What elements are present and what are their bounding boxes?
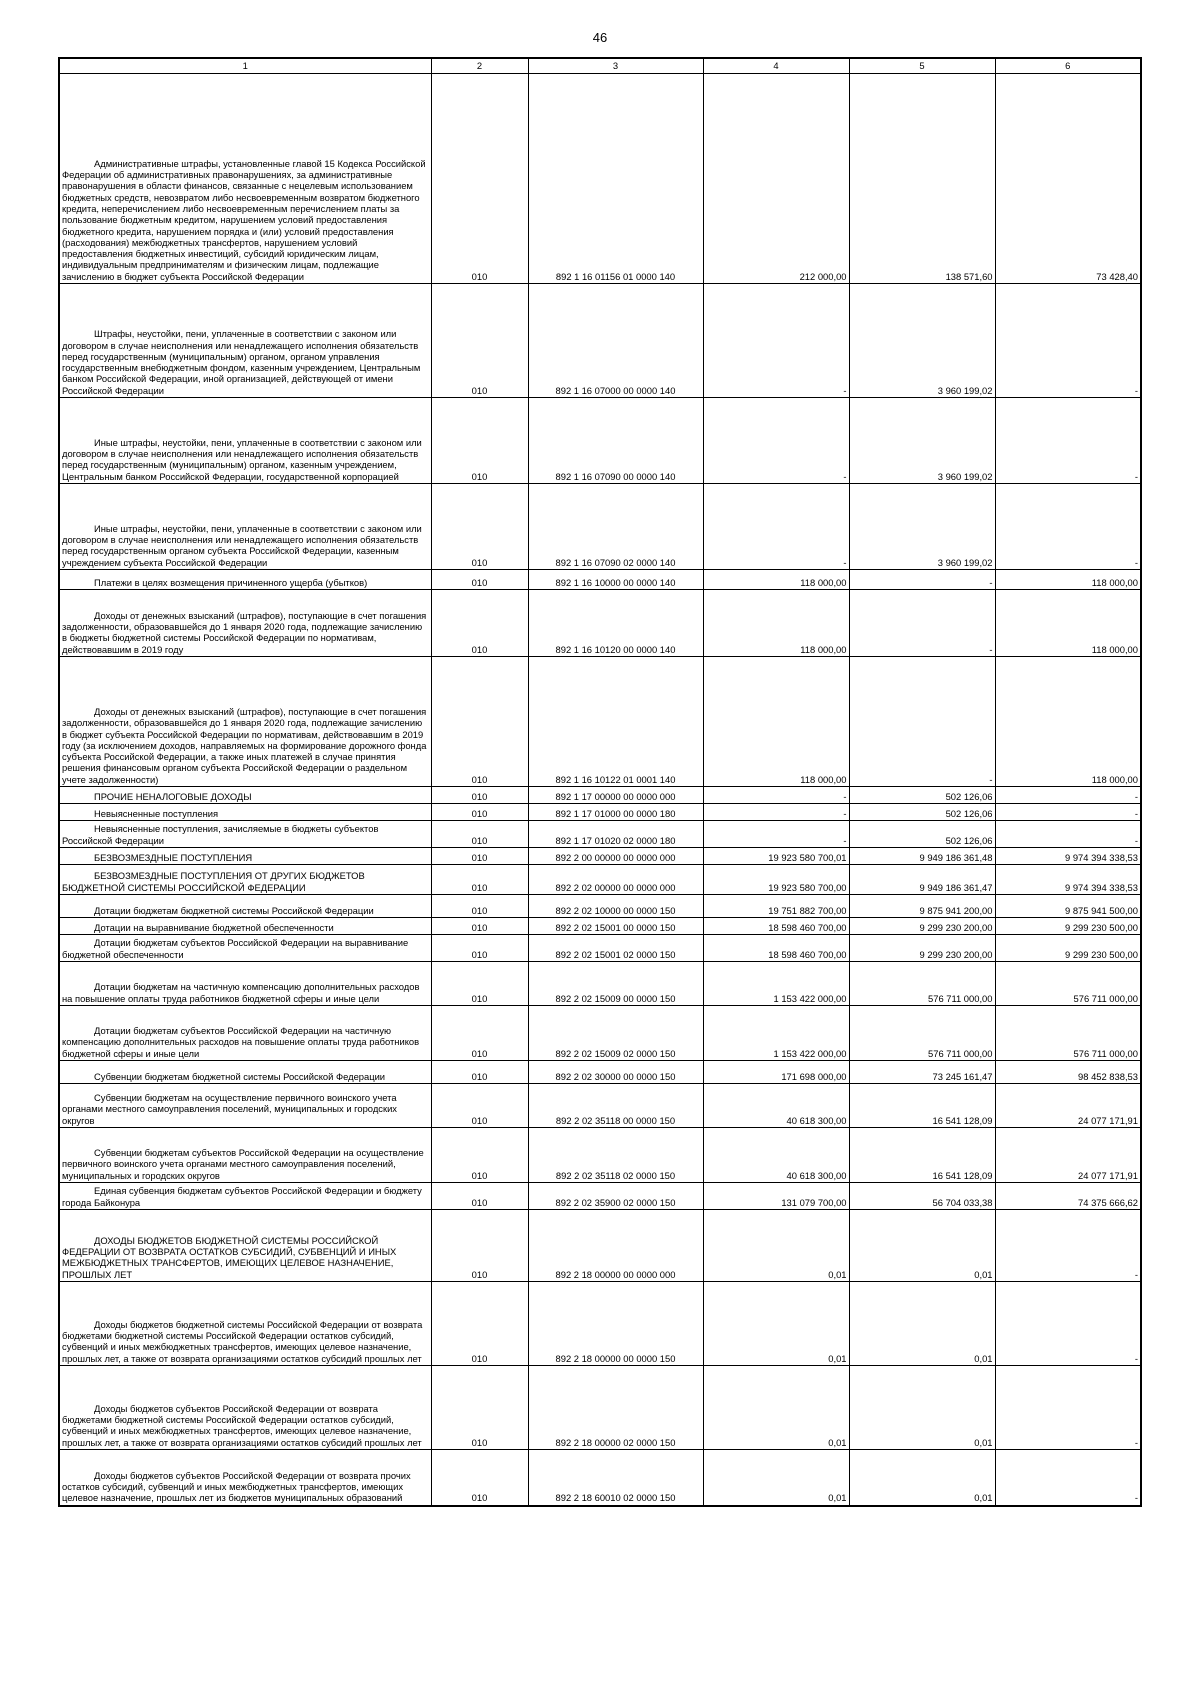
page-number: 46 (592, 30, 608, 45)
row-approved-cell: - (703, 484, 849, 570)
row-name-text: Дотации на выравнивание бюджетной обеспеченности (94, 921, 334, 933)
row-executed-cell: 9 949 186 361,48 (849, 848, 995, 865)
row-name-text: Иные штрафы, неустойки, пени, уплаченные в соответствии с законом или договором в случае неисполнения или ненадлежащего исполнения обязательств перед государственным органом субъекта Российской Федерации, казенным учреждением субъекта Российской Федерации (62, 522, 422, 568)
row-name-text: Административные штрафы, установленные главой 15 Кодекса Российской Федерации об административных правонарушениях, за административные правонарушения в области финансов, связанные с нецелевым использованием бюджетных средств, невозвратом либо несвоевременным возвратом бюджетного кредита, неперечислением либо несвоевременным перечислением платы за пользование бюджетным кредитом, нарушением условий предоставления бюджетного кредита, нарушением порядка и (или) условий предоставления (расходования) межбюджетных трансфертов, нарушением условий предоставления бюджетных инвестиций, субсидий юридическим лицам, индивидуальным предпринимателям и физическим лицам, подлежащие зачислению в бюджет субъекта Российской Федерации (62, 157, 426, 282)
row-remaining-cell: - (995, 804, 1141, 821)
row-name-text: Иные штрафы, неустойки, пени, уплаченные в соответствии с законом или договором в случае неисполнения или ненадлежащего исполнения обязательств перед государственным (муниципальным) органом, казенным учреждением, Центральным банком Российской Федерации, государственной корпорацией (62, 436, 422, 482)
row-budget-code-cell: 892 1 16 10120 00 0000 140 (528, 590, 703, 657)
row-budget-code-cell: 892 2 02 15001 02 0000 150 (528, 935, 703, 962)
table-row (59, 1084, 1141, 1128)
row-name-text: Дотации бюджетам субъектов Российской Федерации на выравнивание бюджетной обеспеченности (62, 937, 409, 960)
row-remaining-cell: - (995, 284, 1141, 398)
row-budget-code-cell: 892 2 02 35118 02 0000 150 (528, 1128, 703, 1183)
table-row (59, 865, 1141, 895)
row-name-cell (59, 1084, 431, 1128)
row-budget-code-cell: 892 1 17 01020 02 0000 180 (528, 821, 703, 848)
row-approved-cell: 19 751 882 700,00 (703, 895, 849, 918)
row-executed-cell: 16 541 128,09 (849, 1128, 995, 1183)
row-name-cell (59, 848, 431, 865)
table-row (59, 821, 1141, 848)
row-name-text: Доходы от денежных взысканий (штрафов), поступающие в счет погашения задолженности, образовавшейся до 1 января 2020 года, подлежащие зачислению в бюджет субъекта Российской Федерации по нормативам, действовавшим в 2019 году (за исключением доходов, направляемых на формирование дорожного фонда субъекта Российской Федерации, а также иных платежей в случае принятия решения финансовым органом субъекта Российской Федерации о раздельном учете задолженности) (62, 706, 427, 785)
row-budget-code-cell: 892 2 02 35900 02 0000 150 (528, 1183, 703, 1210)
row-approved-cell: 0,01 (703, 1210, 849, 1282)
row-name-cell (59, 398, 431, 484)
row-name-text: Невыясненные поступления (94, 807, 219, 819)
row-name-text: Платежи в целях возмещения причиненного ущерба (убытков) (94, 576, 368, 588)
row-line-code-cell: 010 (431, 918, 528, 935)
row-name-text: Субвенции бюджетам субъектов Российской Федерации на осуществление первичного воинского учета органами местного самоуправления поселений, муниципальных и городских округов (62, 1147, 424, 1181)
row-executed-cell: 16 541 128,09 (849, 1084, 995, 1128)
row-name-text: ПРОЧИЕ НЕНАЛОГОВЫЕ ДОХОДЫ (94, 790, 252, 802)
row-budget-code-cell: 892 1 16 10122 01 0001 140 (528, 657, 703, 787)
row-name-text: ДОХОДЫ БЮДЖЕТОВ БЮДЖЕТНОЙ СИСТЕМЫ РОССИЙСКОЙ ФЕДЕРАЦИИ ОТ ВОЗВРАТА ОСТАТКОВ СУБСИДИЙ, СУБВЕНЦИЙ И ИНЫХ МЕЖБЮДЖЕТНЫХ ТРАНСФЕРТОВ, ИМЕЮЩИХ ЦЕЛЕВОЕ НАЗНАЧЕНИЕ, ПРОШЛЫХ ЛЕТ (62, 1234, 397, 1280)
row-executed-cell: - (849, 657, 995, 787)
row-name-text: Дотации бюджетам субъектов Российской Федерации на частичную компенсацию дополнительных расходов на повышение оплаты труда работников бюджетной сферы и иные цели (62, 1025, 420, 1059)
row-remaining-cell: 118 000,00 (995, 657, 1141, 787)
row-executed-cell: 0,01 (849, 1366, 995, 1450)
row-approved-cell: 171 698 000,00 (703, 1061, 849, 1084)
row-line-code-cell: 010 (431, 787, 528, 804)
row-line-code-cell: 010 (431, 935, 528, 962)
row-executed-cell: 138 571,60 (849, 74, 995, 284)
row-remaining-cell: 74 375 666,62 (995, 1183, 1141, 1210)
row-approved-cell: 18 598 460 700,00 (703, 935, 849, 962)
row-remaining-cell: 118 000,00 (995, 570, 1141, 590)
row-budget-code-cell: 892 1 17 01000 00 0000 180 (528, 804, 703, 821)
row-approved-cell: 0,01 (703, 1282, 849, 1366)
row-name-text: Доходы бюджетов субъектов Российской Федерации от возврата бюджетами бюджетной системы Российской Федерации остатков субсидий, субвенций и иных межбюджетных трансфертов, имеющих целевое назначение, прошлых лет, а также от возврата организациями остатков субсидий прошлых лет (62, 1402, 422, 1448)
row-name-cell (59, 787, 431, 804)
row-name-cell (59, 74, 431, 284)
header-col-1: 1 (59, 58, 431, 74)
row-name-cell (59, 1128, 431, 1183)
row-approved-cell: 131 079 700,00 (703, 1183, 849, 1210)
row-remaining-cell: - (995, 1450, 1141, 1506)
row-name-cell (59, 484, 431, 570)
row-approved-cell: 0,01 (703, 1366, 849, 1450)
table-row (59, 284, 1141, 398)
row-line-code-cell: 010 (431, 1210, 528, 1282)
header-col-6: 6 (995, 58, 1141, 74)
row-name-cell (59, 895, 431, 918)
row-remaining-cell: 9 299 230 500,00 (995, 935, 1141, 962)
table-body (59, 74, 1141, 1506)
row-executed-cell: 0,01 (849, 1282, 995, 1366)
row-budget-code-cell: 892 2 02 00000 00 0000 000 (528, 865, 703, 895)
row-name-cell (59, 1450, 431, 1506)
row-approved-cell: 18 598 460 700,00 (703, 918, 849, 935)
row-budget-code-cell: 892 1 16 07000 00 0000 140 (528, 284, 703, 398)
row-budget-code-cell: 892 2 02 10000 00 0000 150 (528, 895, 703, 918)
row-budget-code-cell: 892 2 18 00000 02 0000 150 (528, 1366, 703, 1450)
row-line-code-cell: 010 (431, 804, 528, 821)
row-budget-code-cell: 892 2 00 00000 00 0000 000 (528, 848, 703, 865)
row-remaining-cell: 576 711 000,00 (995, 962, 1141, 1006)
row-line-code-cell: 010 (431, 657, 528, 787)
row-approved-cell: 1 153 422 000,00 (703, 962, 849, 1006)
table-row (59, 1282, 1141, 1366)
row-name-cell (59, 962, 431, 1006)
row-remaining-cell: 576 711 000,00 (995, 1006, 1141, 1061)
row-approved-cell: 40 618 300,00 (703, 1128, 849, 1183)
row-executed-cell: 9 299 230 200,00 (849, 935, 995, 962)
row-remaining-cell: 24 077 171,91 (995, 1084, 1141, 1128)
row-budget-code-cell: 892 2 18 00000 00 0000 150 (528, 1282, 703, 1366)
row-name-text: Дотации бюджетам бюджетной системы Российской Федерации (94, 904, 374, 916)
row-remaining-cell: - (995, 1282, 1141, 1366)
row-line-code-cell: 010 (431, 865, 528, 895)
row-name-cell (59, 284, 431, 398)
row-approved-cell: 19 923 580 700,01 (703, 848, 849, 865)
row-name-text: Субвенции бюджетам бюджетной системы Российской Федерации (94, 1070, 386, 1082)
row-remaining-cell: 9 974 394 338,53 (995, 865, 1141, 895)
row-approved-cell: - (703, 804, 849, 821)
table-row (59, 484, 1141, 570)
row-executed-cell: 576 711 000,00 (849, 962, 995, 1006)
table-row (59, 74, 1141, 284)
row-executed-cell: 576 711 000,00 (849, 1006, 995, 1061)
row-name-text: Дотации бюджетам на частичную компенсацию дополнительных расходов на повышение оплаты труда работников бюджетной сферы и иные цели (62, 981, 420, 1004)
table-row (59, 918, 1141, 935)
table-row (59, 848, 1141, 865)
row-name-text: Субвенции бюджетам на осуществление первичного воинского учета органами местного самоуправления поселений, муниципальных и городских округов (62, 1092, 397, 1126)
row-budget-code-cell: 892 2 18 00000 00 0000 000 (528, 1210, 703, 1282)
row-budget-code-cell: 892 1 16 10000 00 0000 140 (528, 570, 703, 590)
table-header (59, 58, 1141, 74)
row-line-code-cell: 010 (431, 74, 528, 284)
row-budget-code-cell: 892 2 02 35118 00 0000 150 (528, 1084, 703, 1128)
revenue-table (58, 57, 1142, 1507)
row-budget-code-cell: 892 2 02 15009 02 0000 150 (528, 1006, 703, 1061)
row-line-code-cell: 010 (431, 570, 528, 590)
row-executed-cell: 0,01 (849, 1450, 995, 1506)
header-col-2: 2 (431, 58, 528, 74)
row-executed-cell: 9 949 186 361,47 (849, 865, 995, 895)
row-line-code-cell: 010 (431, 284, 528, 398)
row-budget-code-cell: 892 2 02 15009 00 0000 150 (528, 962, 703, 1006)
row-remaining-cell: - (995, 398, 1141, 484)
table-row (59, 570, 1141, 590)
row-remaining-cell: - (995, 821, 1141, 848)
row-approved-cell: 19 923 580 700,00 (703, 865, 849, 895)
row-name-cell (59, 865, 431, 895)
header-col-5: 5 (849, 58, 995, 74)
row-budget-code-cell: 892 2 02 15001 00 0000 150 (528, 918, 703, 935)
row-line-code-cell: 010 (431, 821, 528, 848)
row-approved-cell: - (703, 398, 849, 484)
row-line-code-cell: 010 (431, 1061, 528, 1084)
row-remaining-cell: 73 428,40 (995, 74, 1141, 284)
table-row (59, 1366, 1141, 1450)
row-line-code-cell: 010 (431, 962, 528, 1006)
table-row (59, 804, 1141, 821)
row-budget-code-cell: 892 1 16 07090 00 0000 140 (528, 398, 703, 484)
row-name-text: Доходы бюджетов субъектов Российской Федерации от возврата прочих остатков субсидий, субвенций и иных межбюджетных трансфертов, имеющих целевое назначение, прошлых лет из бюджетов муниципальных образований (62, 1469, 411, 1504)
row-name-cell (59, 1282, 431, 1366)
row-executed-cell: - (849, 570, 995, 590)
row-name-cell (59, 804, 431, 821)
row-name-cell (59, 821, 431, 848)
row-line-code-cell: 010 (431, 1450, 528, 1506)
row-line-code-cell: 010 (431, 895, 528, 918)
row-line-code-cell: 010 (431, 1128, 528, 1183)
row-budget-code-cell: 892 1 16 07090 02 0000 140 (528, 484, 703, 570)
row-name-text: Невыясненные поступления, зачисляемые в бюджеты субъектов Российской Федерации (62, 823, 379, 846)
row-executed-cell: 3 960 199,02 (849, 284, 995, 398)
row-name-text: БЕЗВОЗМЕЗДНЫЕ ПОСТУПЛЕНИЯ ОТ ДРУГИХ БЮДЖЕТОВ БЮДЖЕТНОЙ СИСТЕМЫ РОССИЙСКОЙ ФЕДЕРАЦИИ (62, 870, 365, 893)
row-approved-cell: 1 153 422 000,00 (703, 1006, 849, 1061)
row-name-text: Единая субвенция бюджетам субъектов Российской Федерации и бюджету города Байконура (62, 1185, 422, 1208)
row-name-text: БЕЗВОЗМЕЗДНЫЕ ПОСТУПЛЕНИЯ (94, 851, 253, 863)
row-executed-cell: 3 960 199,02 (849, 484, 995, 570)
row-name-cell (59, 935, 431, 962)
row-name-text: Штрафы, неустойки, пени, уплаченные в соответствии с законом или договором в случае неисполнения или ненадлежащего исполнения обязательств перед государственным (муниципальным) органом, органом управления государственным внебюджетным фондом, казенным учреждением, Центральным банком Российской Федерации, иной организацией, действующей от имени Российской Федерации (62, 328, 421, 396)
table-row (59, 398, 1141, 484)
table-row (59, 1128, 1141, 1183)
row-line-code-cell: 010 (431, 848, 528, 865)
table-row (59, 1183, 1141, 1210)
row-name-cell (59, 1183, 431, 1210)
header-col-3: 3 (528, 58, 703, 74)
row-line-code-cell: 010 (431, 1282, 528, 1366)
header-col-4: 4 (703, 58, 849, 74)
row-approved-cell: - (703, 787, 849, 804)
row-budget-code-cell: 892 1 16 01156 01 0000 140 (528, 74, 703, 284)
row-approved-cell: 212 000,00 (703, 74, 849, 284)
table-row (59, 1061, 1141, 1084)
row-line-code-cell: 010 (431, 590, 528, 657)
row-executed-cell: 0,01 (849, 1210, 995, 1282)
row-line-code-cell: 010 (431, 1183, 528, 1210)
table-row (59, 962, 1141, 1006)
row-remaining-cell: 9 875 941 500,00 (995, 895, 1141, 918)
row-name-text: Доходы бюджетов бюджетной системы Российской Федерации от возврата бюджетами бюджетной системы Российской Федерации остатков субсидий, субвенций и иных межбюджетных трансфертов, имеющих целевое назначение, прошлых лет, а также от возврата организациями остатков субсидий прошлых лет (62, 1318, 423, 1364)
table-row (59, 895, 1141, 918)
table-row (59, 657, 1141, 787)
row-budget-code-cell: 892 2 02 30000 00 0000 150 (528, 1061, 703, 1084)
row-line-code-cell: 010 (431, 1006, 528, 1061)
row-executed-cell: 9 299 230 200,00 (849, 918, 995, 935)
row-name-text: Доходы от денежных взысканий (штрафов), поступающие в счет погашения задолженности, образовавшейся до 1 января 2020 года, подлежащие зачислению в бюджеты бюджетной системы Российской Федерации по нормативам, действовавшим в 2019 году (62, 609, 427, 655)
row-line-code-cell: 010 (431, 398, 528, 484)
row-line-code-cell: 010 (431, 484, 528, 570)
row-name-cell (59, 918, 431, 935)
row-remaining-cell: 9 299 230 500,00 (995, 918, 1141, 935)
row-line-code-cell: 010 (431, 1366, 528, 1450)
row-approved-cell: 118 000,00 (703, 657, 849, 787)
row-approved-cell: 118 000,00 (703, 570, 849, 590)
row-executed-cell: - (849, 590, 995, 657)
row-remaining-cell: - (995, 1366, 1141, 1450)
row-name-cell (59, 1366, 431, 1450)
row-executed-cell: 502 126,06 (849, 787, 995, 804)
row-name-cell (59, 657, 431, 787)
row-budget-code-cell: 892 2 18 60010 02 0000 150 (528, 1450, 703, 1506)
table-row (59, 1210, 1141, 1282)
row-executed-cell: 9 875 941 200,00 (849, 895, 995, 918)
row-line-code-cell: 010 (431, 1084, 528, 1128)
row-executed-cell: 3 960 199,02 (849, 398, 995, 484)
row-remaining-cell: 9 974 394 338,53 (995, 848, 1141, 865)
row-budget-code-cell: 892 1 17 00000 00 0000 000 (528, 787, 703, 804)
row-approved-cell: 40 618 300,00 (703, 1084, 849, 1128)
row-name-cell (59, 1006, 431, 1061)
row-executed-cell: 73 245 161,47 (849, 1061, 995, 1084)
table-row (59, 1450, 1141, 1506)
row-approved-cell: 118 000,00 (703, 590, 849, 657)
row-remaining-cell: - (995, 787, 1141, 804)
row-executed-cell: 502 126,06 (849, 821, 995, 848)
row-approved-cell: 0,01 (703, 1450, 849, 1506)
row-remaining-cell: 24 077 171,91 (995, 1128, 1141, 1183)
row-remaining-cell: 98 452 838,53 (995, 1061, 1141, 1084)
row-remaining-cell: - (995, 484, 1141, 570)
row-remaining-cell: - (995, 1210, 1141, 1282)
table-row (59, 787, 1141, 804)
row-name-cell (59, 1210, 431, 1282)
row-executed-cell: 56 704 033,38 (849, 1183, 995, 1210)
row-remaining-cell: 118 000,00 (995, 590, 1141, 657)
row-name-cell (59, 590, 431, 657)
row-approved-cell: - (703, 821, 849, 848)
row-approved-cell: - (703, 284, 849, 398)
row-name-cell (59, 1061, 431, 1084)
row-executed-cell: 502 126,06 (849, 804, 995, 821)
table-row (59, 935, 1141, 962)
table-row (59, 590, 1141, 657)
table-row (59, 1006, 1141, 1061)
row-name-cell (59, 570, 431, 590)
